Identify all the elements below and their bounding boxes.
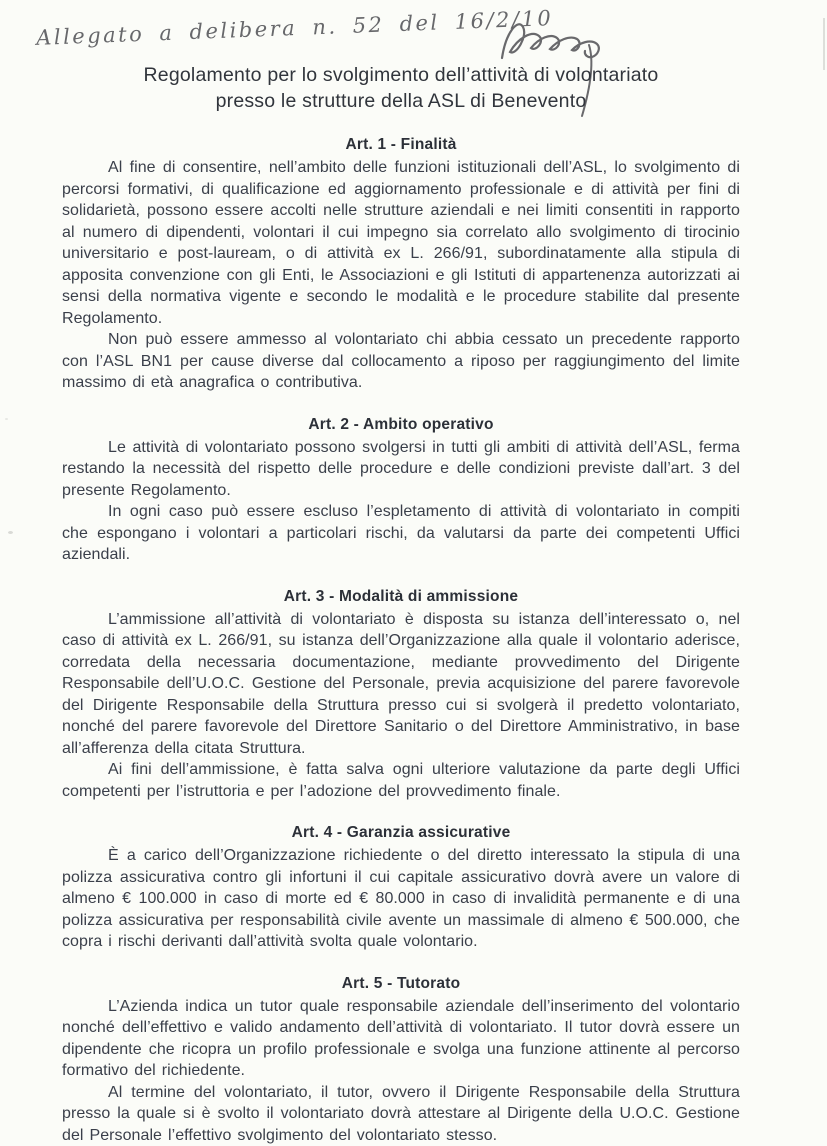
handwritten-annotation: Allegato a delibera n. 52 del 16/2/10 — [35, 6, 554, 50]
article-2-paragraph-2: In ogni caso può essere escluso l’espletamento di attività di volontariato in compiti che espongano i volontari a particolari rischi, da valutarsi da parte dei competenti Uffici aziendali. — [62, 503, 740, 563]
article-5-paragraph-1: L’Azienda indica un tutor quale responsabile aziendale dell’inserimento del volontario nonché dell’effettivo e valido andamento dell’attività di volontariato. Il tutor dovrà essere un dipendente che ricopra un profilo professionale e svolga una funzione attinente al percorso formativo del richiedente. — [62, 997, 740, 1079]
page-title — [62, 62, 740, 114]
article-1-paragraph-2: Non può essere ammesso al volontariato chi abbia cessato un precedente rapporto con l’ASL BN1 per cause diverse dal collocamento a riposo per raggiungimento del limite massimo di età anagrafica o contributiva. — [62, 331, 740, 391]
scan-speck — [5, 418, 8, 420]
article-1-heading: Art. 1 - Finalità — [345, 136, 457, 153]
article-3-paragraph-2: Ai fini dell’ammissione, è fatta salva ogni ulteriore valutazione da parte degli Uffici competenti per l’istruttoria e per l’adozione del provvedimento finale. — [62, 761, 740, 800]
scan-edge-artifact — [823, 18, 825, 70]
article-1 — [62, 135, 740, 394]
article-4-paragraph-1: È a carico dell’Organizzazione richiedente o del diretto interessato la stipula di una polizza assicurativa contro gli infortuni il cui capitale assicurativo dovrà avere un valore di almeno € 100.000 in caso di morte ed € 80.000 in caso di invalidità permanente e di una polizza assicurativa per responsabilità civile avente un massimale di almeno € 500.000, che copra i rischi derivanti dall’attività svolta quale volontario. — [62, 847, 740, 950]
article-2-heading: Art. 2 - Ambito operativo — [308, 415, 494, 433]
title-line-1: Regolamento per lo svolgimento dell’attività di volontariato — [143, 64, 659, 86]
article-4 — [62, 823, 740, 953]
article-3 — [62, 587, 740, 803]
document-content — [62, 62, 740, 1146]
article-2 — [62, 415, 740, 566]
scan-speck — [8, 531, 13, 534]
article-4-heading: Art. 4 - Garanzia assicurative — [291, 824, 511, 841]
article-3-heading: Art. 3 - Modalità di ammissione — [283, 587, 519, 605]
article-3-paragraph-1: L’ammissione all’attività di volontariato è disposta su istanza dell’interessato o, nel caso di attività ex L. 266/91, su istanza dell’Organizzazione alla quale il volontario aderisce, corredata della necessaria documentazione, mediante provvedimento del Dirigente Responsabile dell’U.O.C. Gestione del Personale, previa acquisizione del parere favorevole del Dirigente Responsabile della Struttura presso cui si svolgerà il predetto volontariato, nonché del parere favorevole del Direttore Sanitario o del Direttore Amministrativo, in base all’afferenza della citata Struttura. — [62, 610, 740, 757]
article-1-paragraph-1: Al fine di consentire, nell’ambito delle funzioni istituzionali dell’ASL, lo svolgimento di percorsi formativi, di qualificazione ed aggiornamento professionale e di attività per fini di solidarietà, possono essere accolti nelle strutture aziendali e nei limiti consentiti in rapporto al numero di dipendenti, volontari il cui impegno sia correlato allo svolgimento di tirocinio universitario e post-lauream, o di attività ex L. 266/91, subordinatamente alla stipula di apposita convenzione con gli Enti, le Associazioni e gli Istituti di appartenenza autorizzati ai sensi della normativa vigente e secondo le modalità e le procedure stabilite dal presente Regolamento. — [62, 159, 740, 327]
article-5 — [62, 974, 740, 1146]
article-5-heading: Art. 5 - Tutorato — [341, 974, 461, 992]
article-2-paragraph-1: Le attività di volontariato possono svolgersi in tutti gli ambiti di attività dell’ASL, ferma restando la necessità del rispetto delle procedure e delle condizioni previste dall’art. 3 del presente Regolamento. — [62, 438, 740, 499]
title-line-2: presso le strutture della ASL di Benevento — [215, 90, 587, 112]
article-5-paragraph-2: Al termine del volontariato, il tutor, ovvero il Dirigente Responsabile della Struttura presso la quale si è svolto il volontariato dovrà attestare al Dirigente della U.O.C. Gestione del Personale l’effettivo svolgimento del volontariato stesso. — [62, 1083, 740, 1144]
